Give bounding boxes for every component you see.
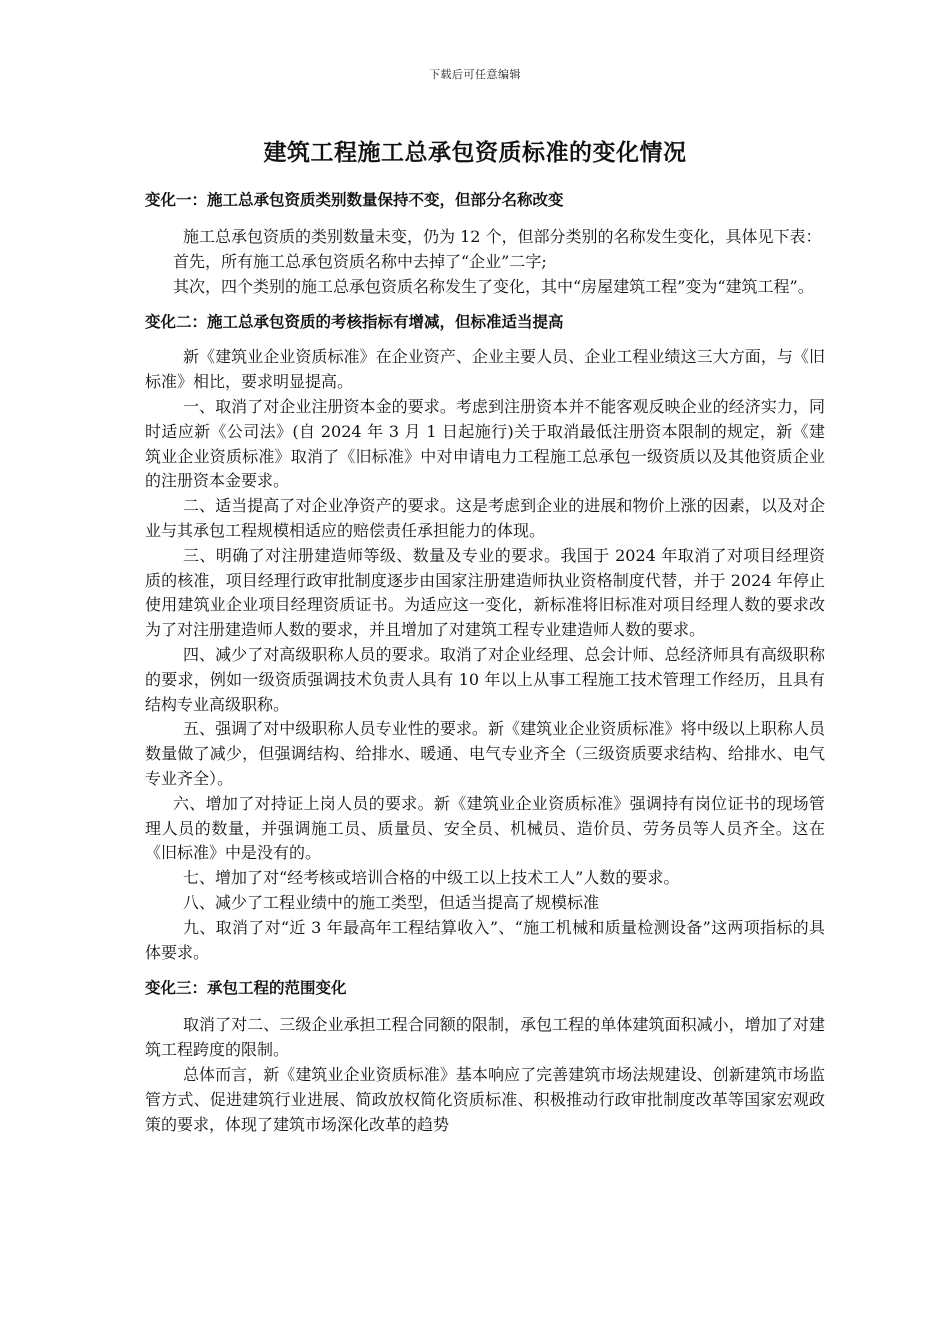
paragraph: 二、适当提高了对企业净资产的要求。这是考虑到企业的进展和物价上涨的因素，以及对企业与其承包工程规模相适应的赔偿责任承担能力的体现。	[145, 496, 825, 540]
paragraph: 三、明确了对注册建造师等级、数量及专业的要求。我国于 2024 年取消了对项目经理资质的核准，项目经理行政审批制度逐步由国家注册建造师执业资格制度代替，并于 2024 年停止使用建筑业企业项目经理资质证书。为适应这一变化，新标准将旧标准对项目经理人数的要求改为了对注册建造师人数的要求，并且增加了对建筑工程专业建造师人数的要求。	[145, 545, 825, 640]
paragraph: 五、强调了对中级职称人员专业性的要求。新《建筑业企业资质标准》将中级以上职称人员数量做了减少，但强调结构、给排水、暖通、电气专业齐全（三级资质要求结构、给排水、电气专业齐全）。	[145, 719, 825, 788]
paragraph: 其次，四个类别的施工总承包资质名称发生了变化，其中“房屋建筑工程”变为“建筑工程”。	[173, 276, 814, 296]
section-heading-2: 变化二：施工总承包资质的考核指标有增减，但标准适当提高	[145, 313, 564, 332]
paragraph: 施工总承包资质的类别数量未变，仍为 12 个，但部分类别的名称发生变化，具体见下表：	[183, 227, 822, 246]
document-body	[145, 188, 825, 1137]
paragraph: 九、取消了对“近 3 年最高年工程结算收入”、“施工机械和质量检测设备”这两项指标的具体要求。	[145, 917, 825, 962]
paragraph: 总体而言，新《建筑业企业资质标准》基本响应了完善建筑市场法规建设、创新建筑市场监管方式、促进建筑行业进展、简政放权简化资质标准、积极推动行政审批制度改革等国家宏观政策的要求，体现了建筑市场深化改革的趋势	[145, 1064, 825, 1134]
paragraph: 一、取消了对企业注册资本金的要求。考虑到注册资本并不能客观反映企业的经济实力，同时适应新《公司法》(自 2024 年 3 月 1 日起施行)关于取消最低注册资本限制的规定，新《建筑业企业资质标准》取消了《旧标准》中对申请电力工程施工总承包一级资质以及其他资质企业的注册资本金要求。	[145, 396, 825, 491]
paragraph: 取消了对二、三级企业承担工程合同额的限制，承包工程的单体建筑面积减小，增加了对建筑工程跨度的限制。	[145, 1015, 825, 1060]
paragraph: 首先，所有施工总承包资质名称中去掉了“企业”二字;	[173, 251, 547, 271]
paragraph: 新《建筑业企业资质标准》在企业资产、企业主要人员、企业工程业绩这三大方面，与《旧标准》相比，要求明显提高。	[145, 347, 825, 392]
section-heading-3: 变化三：承包工程的范围变化	[145, 979, 347, 998]
header-note: 下载后可任意编辑	[429, 68, 521, 81]
paragraph: 七、增加了对“经考核或培训合格的中级工以上技术工人”人数的要求。	[183, 868, 680, 888]
paragraph: 六、增加了对持证上岗人员的要求。新《建筑业企业资质标准》强调持有岗位证书的现场管理人员的数量，并强调施工员、质量员、安全员、机械员、造价员、劳务员等人员齐全。这在《旧标准》中是没有的。	[145, 793, 825, 863]
document-title: 建筑工程施工总承包资质标准的变化情况	[263, 140, 687, 166]
section-heading-1: 变化一：施工总承包资质类别数量保持不变，但部分名称改变	[145, 191, 564, 209]
paragraph: 四、减少了对高级职称人员的要求。取消了对企业经理、总会计师、总经济师具有高级职称的要求，例如一级资质强调技术负责人具有 10 年以上从事工程施工技术管理工作经历，且具有结构专业高级职称。	[145, 644, 825, 714]
paragraph: 八、减少了工程业绩中的施工类型，但适当提高了规模标准	[183, 892, 600, 912]
